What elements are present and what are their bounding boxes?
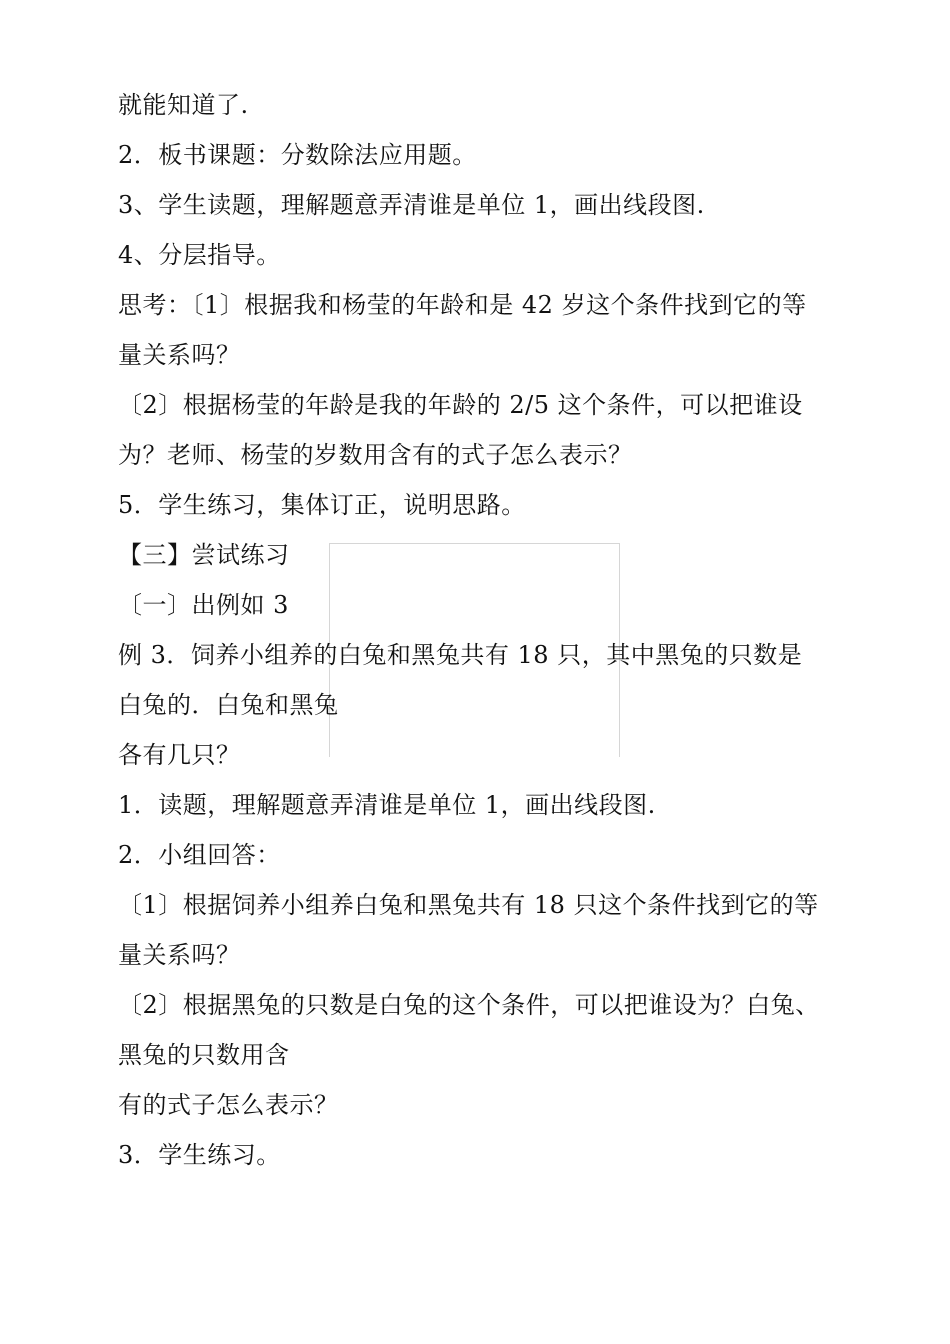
text-line: 为？老师、杨莹的岁数用含有的式子怎么表示？ (118, 441, 633, 469)
text-line: 2．小组回答： (118, 841, 281, 869)
text-line: 〔一〕出例如 3 (118, 591, 289, 619)
text-line: 3、学生读题，理解题意弄清谁是单位 1，画出线段图. (118, 191, 705, 219)
text-line: 量关系吗？ (118, 341, 241, 369)
text-line: 有的式子怎么表示？ (118, 1091, 339, 1119)
text-line: 黑兔的只数用含 (118, 1041, 290, 1069)
text-line: 〔1〕根据饲养小组养白兔和黑兔共有 18 只这个条件找到它的等 (118, 891, 819, 919)
text-line: 2．板书课题：分数除法应用题。 (118, 141, 477, 169)
section-heading: 【三】尝试练习 (118, 541, 290, 569)
text-line: 〔2〕根据杨莹的年龄是我的年龄的 2/5 这个条件，可以把谁设 (118, 391, 803, 419)
text-line: 4、分层指导。 (118, 241, 281, 269)
text-line: 〔2〕根据黑兔的只数是白兔的这个条件，可以把谁设为？白兔、 (118, 991, 820, 1019)
text-line: 例 3．饲养小组养的白兔和黑兔共有 18 只，其中黑兔的只数是 (118, 641, 803, 669)
text-line: 白兔的．白兔和黑兔 (118, 691, 339, 719)
text-line: 各有几只？ (118, 741, 241, 769)
text-line: 5．学生练习，集体订正，说明思路。 (118, 491, 526, 519)
text-line: 量关系吗？ (118, 941, 241, 969)
text-line: 1．读题，理解题意弄清谁是单位 1，画出线段图. (118, 791, 656, 819)
text-line: 3．学生练习。 (118, 1141, 281, 1169)
text-line: 思考：〔1〕根据我和杨莹的年龄和是 42 岁这个条件找到它的等 (118, 291, 807, 319)
text-line: 就能知道了. (118, 91, 249, 119)
